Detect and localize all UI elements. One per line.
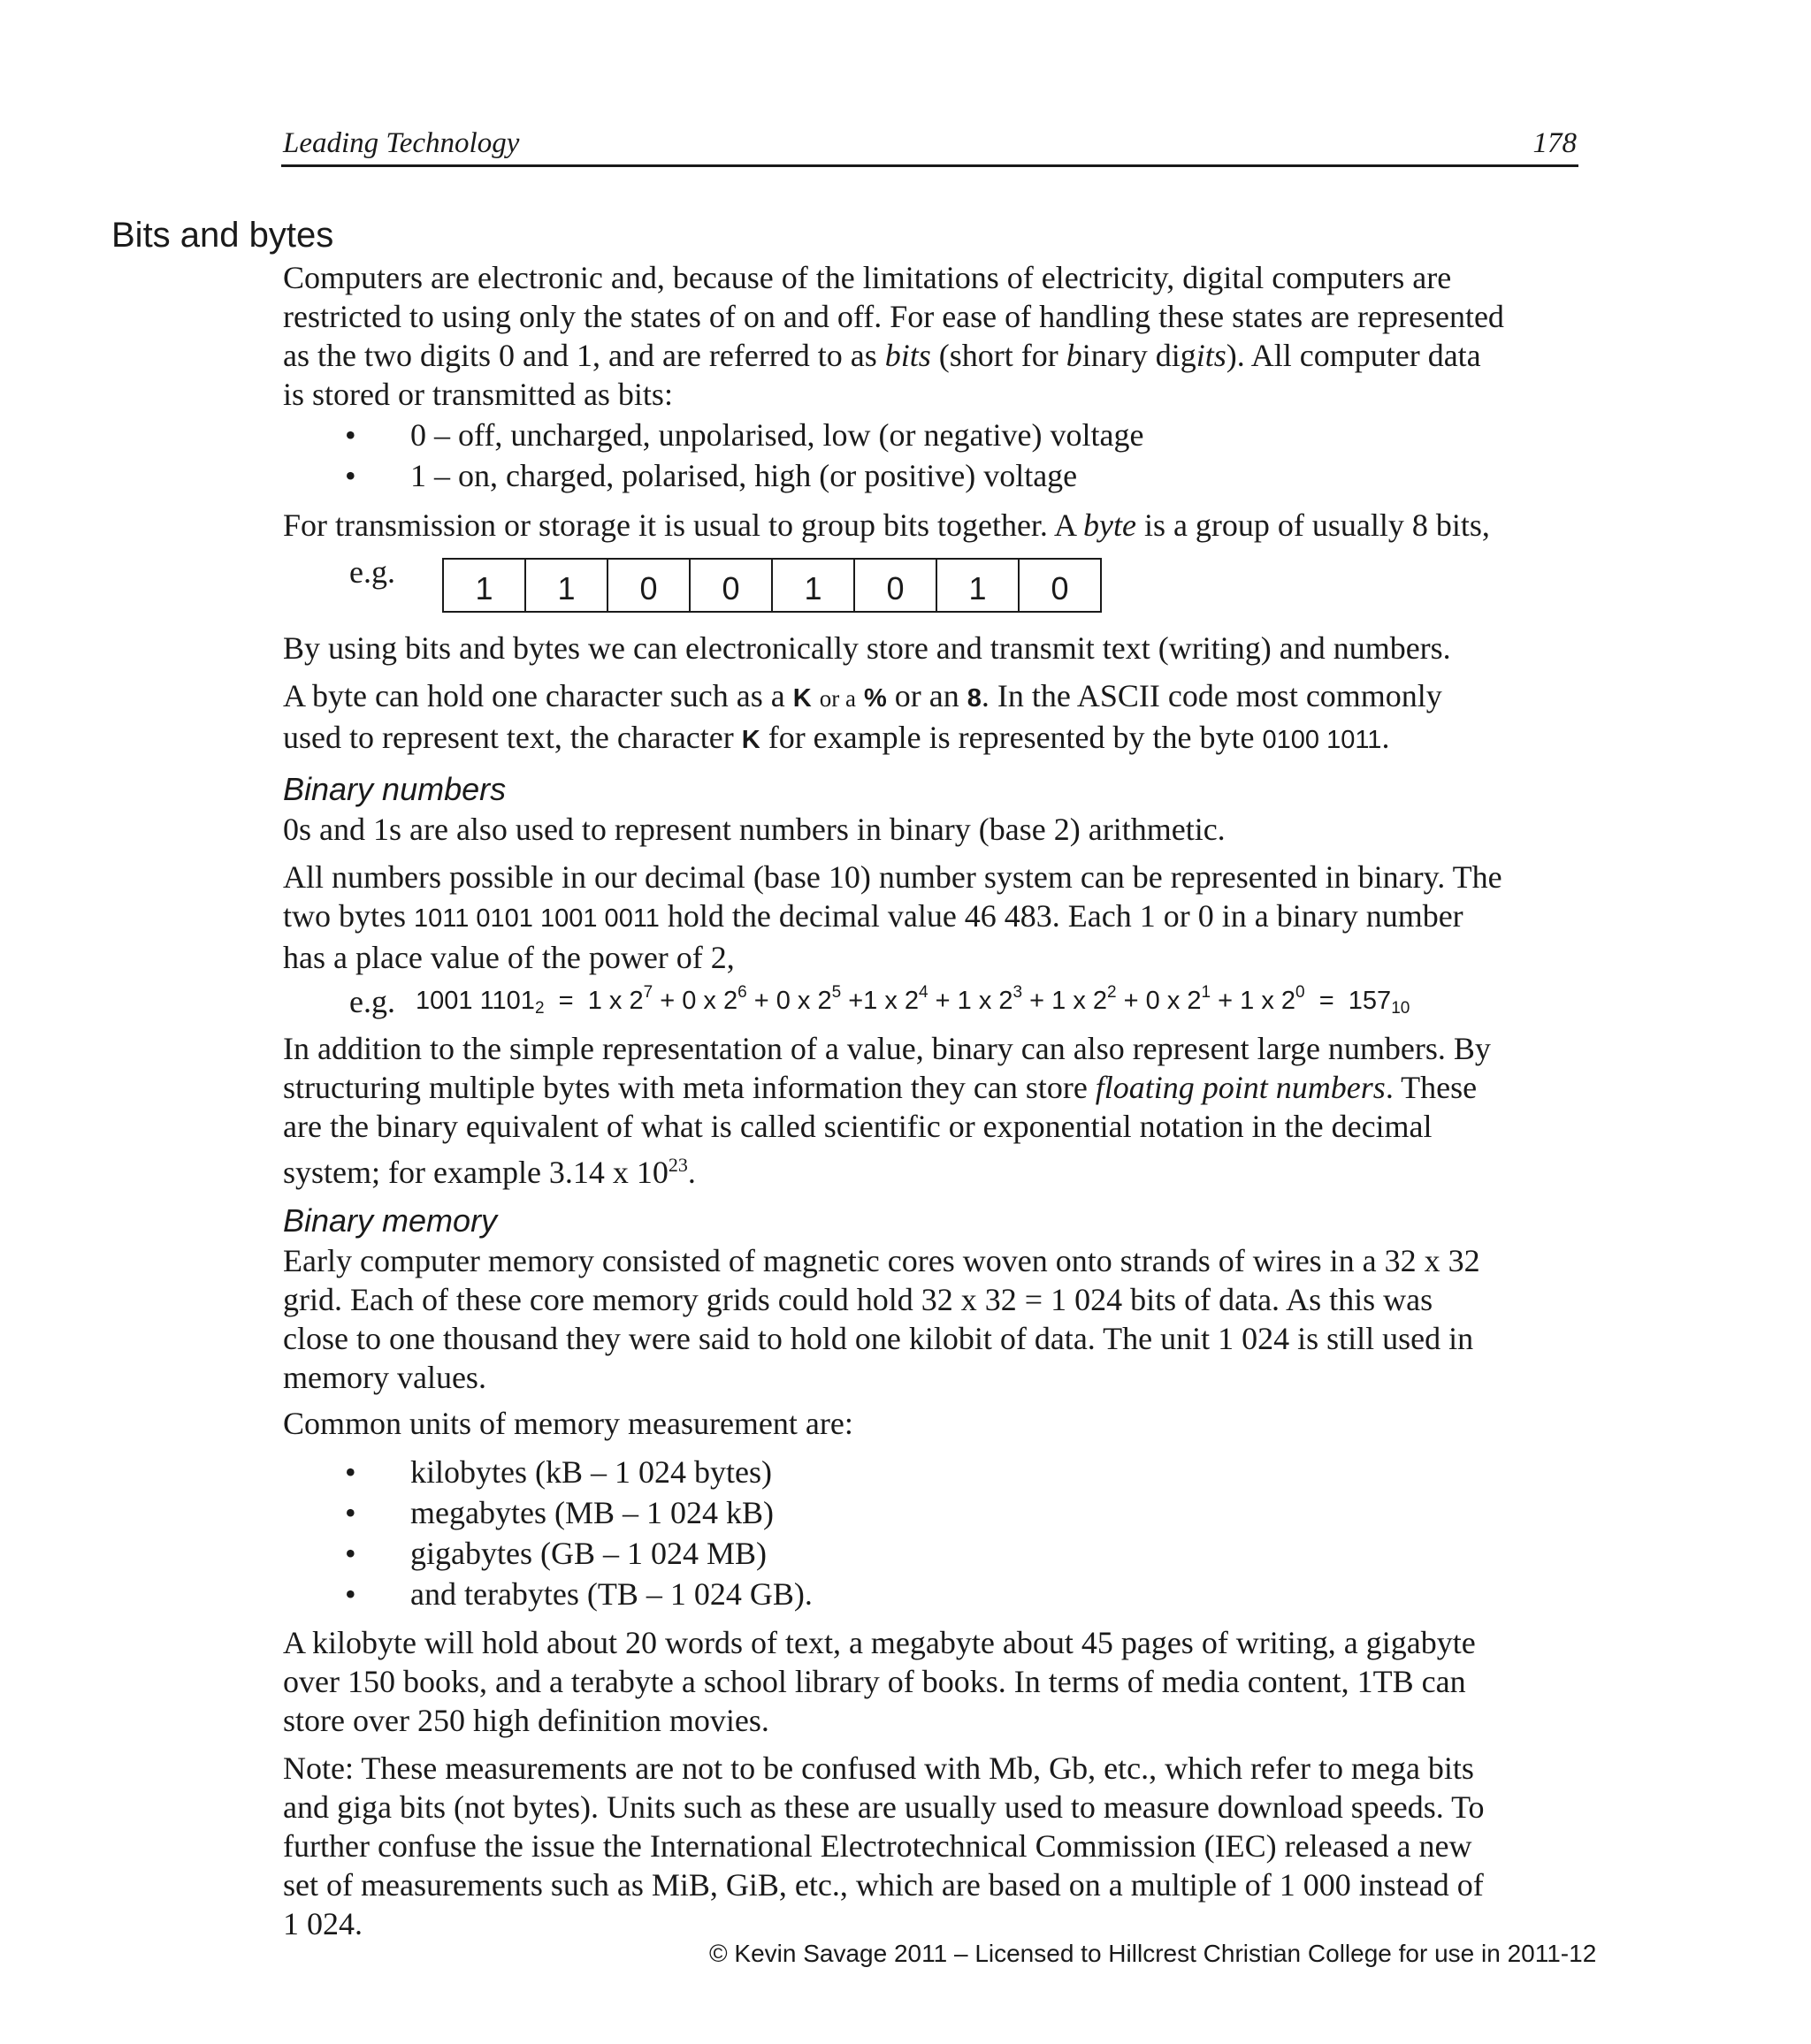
text-line: structuring multiple bytes with meta information they can store floating point numbers. These bbox=[283, 1070, 1478, 1105]
page-number: 178 bbox=[1532, 127, 1577, 159]
list-item: • 0 – off, uncharged, unpolarised, low (or negative) voltage bbox=[345, 415, 1143, 455]
bit-states-list bbox=[345, 415, 1143, 496]
text-line: as the two digits 0 and 1, and are referred to as bits (short for binary digits). All computer data bbox=[283, 338, 1481, 373]
text-line: has a place value of the power of 2, bbox=[283, 940, 735, 975]
bullet-icon: • bbox=[345, 1495, 356, 1530]
binary-numbers-p2 bbox=[283, 858, 1583, 977]
running-header bbox=[281, 124, 1578, 167]
binary-formula: 1001 $1101_2 = 1$ x $2^7 + 0$ x $2^6 + 0$ x $2^5 +1$ x $2^4 + 1$ x $2^3 + 1$ x $2^2 + 0$ x $2^1 + 1$ x $2^0 = 157_{10}$ bbox=[416, 983, 1410, 1018]
bit-cell: 0 bbox=[608, 560, 691, 611]
list-item: • gigabytes (GB – 1 024 MB) bbox=[345, 1533, 813, 1574]
text-line: used to represent text, the character K for example is represented by the byte 0100 1011. bbox=[283, 720, 1390, 755]
bit-cell: 0 bbox=[855, 560, 937, 611]
section-title: Bits and bytes bbox=[111, 216, 334, 255]
bit-cell: 1 bbox=[773, 560, 855, 611]
bullet-icon: • bbox=[345, 417, 356, 453]
text-line: 1 024. bbox=[283, 1906, 363, 1941]
text-line: is stored or transmitted as bits: bbox=[283, 377, 673, 412]
units-intro: Common units of memory measurement are: bbox=[283, 1406, 853, 1441]
bit-cell: 1 bbox=[444, 560, 526, 611]
list-item: • megabytes (MB – 1 024 kB) bbox=[345, 1492, 813, 1533]
header-title: Leading Technology bbox=[283, 127, 520, 159]
bullet-icon: • bbox=[345, 1454, 356, 1490]
bit-cell: 0 bbox=[1051, 570, 1069, 606]
character-paragraph bbox=[283, 676, 1583, 759]
list-item: • and terabytes (TB – 1 024 GB). bbox=[345, 1574, 813, 1614]
list-item: • 1 – on, charged, polarised, high (or positive) voltage bbox=[345, 455, 1143, 496]
formula-example-label: e.g. bbox=[349, 984, 395, 1019]
text-line: memory values. bbox=[283, 1360, 486, 1395]
text-line: further confuse the issue the International Electrotechnical Commission (IEC) released a new bbox=[283, 1828, 1472, 1864]
note-paragraph bbox=[283, 1749, 1583, 1943]
intro-paragraph bbox=[283, 258, 1583, 414]
binary-memory-p2 bbox=[283, 1623, 1583, 1740]
text-line: All numbers possible in our decimal (base 10) number system can be represented in binary. The bbox=[283, 859, 1502, 895]
text-line: are the binary equivalent of what is called scientific or exponential notation in the decimal bbox=[283, 1109, 1433, 1144]
bullet-icon: • bbox=[345, 1536, 356, 1571]
text-line: grid. Each of these core memory grids could hold 32 x 32 = 1 024 bits of data. As this was bbox=[283, 1282, 1433, 1317]
text-line: A byte can hold one character such as a K or a % or an 8. In the ASCII code most commonly bbox=[283, 678, 1442, 713]
memory-units-list bbox=[345, 1452, 813, 1614]
binary-numbers-p3 bbox=[283, 1029, 1583, 1192]
byte-paragraph: For transmission or storage it is usual to group bits together. A byte is a group of usually 8 bits, bbox=[283, 507, 1490, 543]
list-item: • kilobytes (kB – 1 024 bytes) bbox=[345, 1452, 813, 1492]
binary-numbers-p1: 0s and 1s are also used to represent numbers in binary (base 2) arithmetic. bbox=[283, 812, 1226, 847]
text-line: over 150 books, and a terabyte a school library of books. In terms of media content, 1TB can bbox=[283, 1664, 1466, 1699]
text-line: and giga bits (not bytes). Units such as these are usually used to measure download speeds. To bbox=[283, 1789, 1485, 1825]
text-line: close to one thousand they were said to hold one kilobit of data. The unit 1 024 is still used in bbox=[283, 1321, 1474, 1356]
text-line: store over 250 high definition movies. bbox=[283, 1703, 769, 1738]
text-line: two bytes 1011 0101 1001 0011 hold the decimal value 46 483. Each 1 or 0 in a binary number bbox=[283, 898, 1463, 934]
text-line: Note: These measurements are not to be confused with Mb, Gb, etc., which refer to mega bits bbox=[283, 1750, 1474, 1786]
store-paragraph: By using bits and bytes we can electronically store and transmit text (writing) and numbers. bbox=[283, 630, 1451, 666]
text-line: In addition to the simple representation of a value, binary can also represent large numbers. By bbox=[283, 1031, 1491, 1066]
bullet-icon: • bbox=[345, 458, 356, 493]
text-line: Early computer memory consisted of magnetic cores woven onto strands of wires in a 32 x 32 bbox=[283, 1243, 1480, 1278]
bullet-icon: • bbox=[345, 1576, 356, 1612]
text-line: Computers are electronic and, because of the limitations of electricity, digital computers are bbox=[283, 260, 1452, 295]
text-line: A kilobyte will hold about 20 words of text, a megabyte about 45 pages of writing, a gigabyte bbox=[283, 1625, 1476, 1660]
byte-example-label: e.g. bbox=[349, 554, 395, 590]
text-line: system; for example 3.14 x $10^{23}$. bbox=[283, 1154, 696, 1190]
copyright-footer: © Kevin Savage 2011 – Licensed to Hillcrest Christian College for use in 2011-12 bbox=[709, 1940, 1597, 1967]
bit-cell: 1 bbox=[526, 560, 608, 611]
binary-memory-p1 bbox=[283, 1241, 1583, 1397]
bit-cell: 0 bbox=[691, 560, 773, 611]
bit-cell: 1 bbox=[937, 560, 1020, 611]
binary-numbers-heading: Binary numbers bbox=[283, 771, 507, 807]
text-line: restricted to using only the states of on and off. For ease of handling these states are represented bbox=[283, 299, 1504, 334]
binary-memory-heading: Binary memory bbox=[283, 1202, 498, 1239]
text-line: set of measurements such as MiB, GiB, etc., which are based on a multiple of 1 000 instead of bbox=[283, 1867, 1484, 1903]
byte-example-box bbox=[442, 558, 1102, 613]
